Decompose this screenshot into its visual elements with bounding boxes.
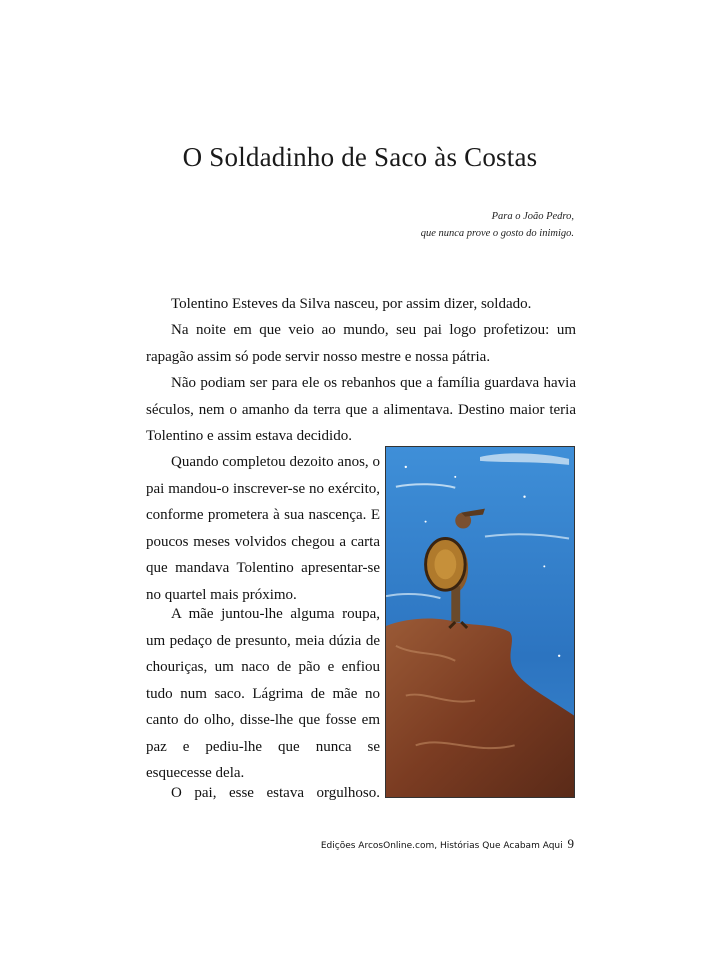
page-number: 9 (567, 836, 574, 851)
page-footer (321, 836, 574, 852)
page-title: O Soldadinho de Saco às Costas (182, 142, 538, 172)
illustration-painting (386, 447, 574, 797)
dedication-line-1: Para o João Pedro, (491, 211, 574, 222)
paragraph-5: A mãe juntou-lhe alguma roupa, um pedaço de presunto, meia dúzia de chouriças, um naco de pão e enfiou tudo num saco. Lágrima de mãe no canto do olho, disse-lhe que fosse em paz e pediu-lhe que nunca se esquecesse dela. (146, 606, 380, 781)
footer-publisher-text: Edições ArcosOnline.com, Histórias Que Acabam Aqui (320, 841, 563, 851)
paragraph-4: Quando completou dezoito anos, o pai mandou-o inscrever-se no exército, conforme prometera à sua nascença. E poucos meses volvidos chegou a carta que mandava Tolentino apresentar-se no quartel mais próximo. (146, 454, 380, 603)
paragraph-2: Na noite em que veio ao mundo, seu pai logo profetizou: um rapagão assim só pode servir nosso mestre e nossa pátria. (146, 322, 576, 365)
paragraph-1: Tolentino Esteves da Silva nasceu, por assim dizer, soldado. (171, 296, 532, 312)
dedication (421, 208, 574, 242)
paragraph-6: O pai, esse estava orgulhoso. (171, 785, 380, 801)
paragraph-3: Não podiam ser para ele os rebanhos que a família guardava havia séculos, nem o amanho da terra que a alimentava. Destino maior teria Tolentino e assim estava decidido. (146, 375, 576, 444)
dedication-line-2: que nunca prove o gosto do inimigo. (420, 228, 574, 239)
soldier-on-cliff-illustration (385, 446, 575, 798)
